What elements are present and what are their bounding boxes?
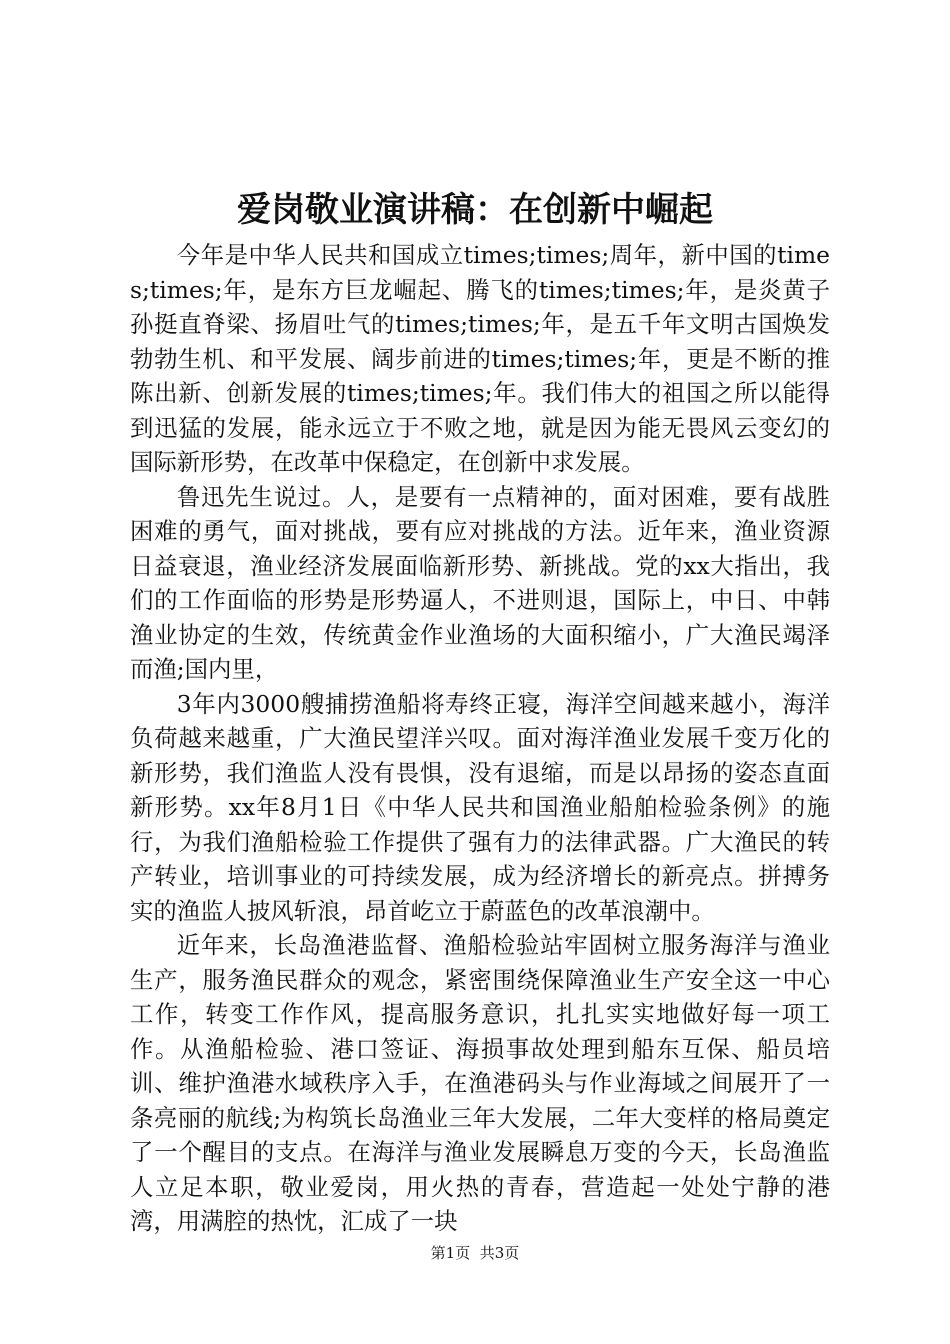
document-title: 爱岗敬业演讲稿：在创新中崛起 — [237, 190, 713, 230]
paragraph-3: 3年内3000艘捕捞渔船将寿终正寝，海洋空间越来越小，海洋负荷越来越重，广大渔民望洋兴叹。面对海洋渔业发展千变万化的新形势，我们渔监人没有畏惧，没有退缩，而是以昂扬的姿态直面新形势。xx年8月1日《中华人民共和国渔业船舶检验条例》的施行，为我们渔船检验工作提供了强有力的法律武器。广大渔民的转产转业，培训事业的可持续发展，成为经济增长的新亮点。拼搏务实的渔监人披风斩浪，昂首屹立于蔚蓝色的改革浪潮中。 — [130, 689, 830, 925]
page-total: 共3页 — [479, 1244, 520, 1262]
paragraph-1: 今年是中华人民共和国成立times;times;周年，新中国的times;times;年，是东方巨龙崛起、腾飞的times;times;年，是炎黄子孙挺直脊梁、扬眉吐气的times;times;年，是五千年文明古国焕发勃勃生机、和平发展、阔步前进的times;times;年，更是不断的推陈出新、创新发展的times;times;年。我们伟大的祖国之所以能得到迅猛的发展，能永远立于不败之地，就是因为能无畏风云变幻的国际新形势，在改革中保稳定，在创新中求发展。 — [130, 241, 830, 476]
document-body — [130, 238, 830, 1239]
paragraph-4: 近年来，长岛渔港监督、渔船检验站牢固树立服务海洋与渔业生产，服务渔民群众的观念，紧密围绕保障渔业生产安全这一中心工作，转变工作作风，提高服务意识，扎扎实实地做好每一项工作。从渔船检验、港口签证、海损事故处理到船东互保、船员培训、维护渔港水域秩序入手，在渔港码头与作业海域之间展开了一条亮丽的航线;为构筑长岛渔业三年大发展，二年大变样的格局奠定了一个醒目的支点。在海洋与渔业发展瞬息万变的今天，长岛渔监人立足本职，敬业爱岗，用火热的青春，营造起一处处宁静的港湾，用满腔的热忱，汇成了一块 — [130, 931, 830, 1235]
page-footer — [0, 1242, 950, 1264]
paragraph-2: 鲁迅先生说过。人，是要有一点精神的，面对困难，要有战胜困难的勇气，面对挑战，要有应对挑战的方法。近年来，渔业资源日益衰退，渔业经济发展面临新形势、新挑战。党的xx大指出，我们的工作面临的形势是形势逼人，不进则退，国际上，中日、中韩渔业协定的生效，传统黄金作业渔场的大面积缩小，广大渔民竭泽而渔;国内里， — [130, 482, 830, 683]
page-number: 第1页 — [430, 1244, 471, 1262]
